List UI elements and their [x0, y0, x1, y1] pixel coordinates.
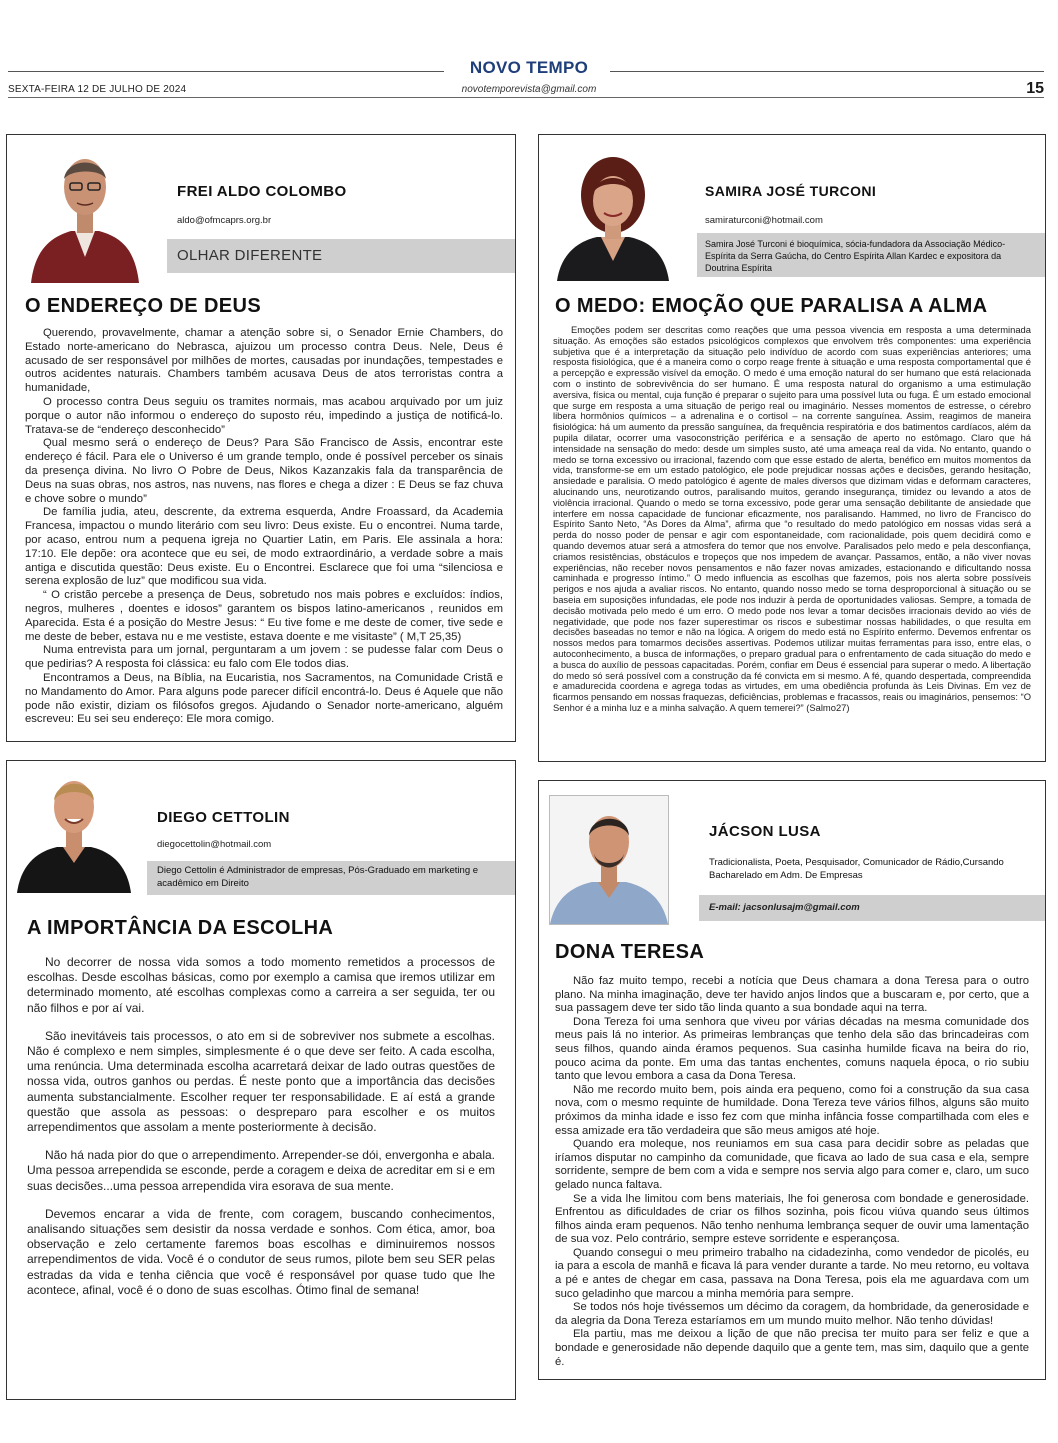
article-headline: DONA TERESA	[555, 941, 705, 963]
author-bio: Diego Cettolin é Administrador de empresas, Pós-Graduado em marketing e acadêmico em Direito	[157, 865, 479, 889]
paragraph: Quando consegui o meu primeiro trabalho na cidadezinha, como vendedor de picolés, eu ia para a escola de manhã e ficava lá para vender durante a tarde. No meu retorno, eu voltava a pé e antes de chegar em casa, passava na Dona Teresa, pois ela me aguardava com um suco geladinho que marcou a minha memória para sempre.	[555, 1246, 1029, 1300]
author-photo-jacson	[549, 795, 669, 925]
author-photo-diego	[17, 767, 131, 893]
paragraph: Se todos nós hoje tivéssemos um décimo da coragem, da hombridade, da generosidade e da alegria da Dona Tereza estaríamos em um mundo muito melhor. Não tenho dúvidas!	[555, 1301, 1029, 1327]
paragraph: Querendo, provavelmente, chamar a atenção sobre si, o Senador Ernie Chambers, do Estado norte-americano do Nebrasca, ajuizou um processo contra Deus. Nele, Deus é acusado de ser responsável por milhões de mortes, causadas por inundações, tempestades e outros acidentes naturais. Chambers também acusava Deus de atos terroristas contra a humanidade,	[25, 327, 503, 395]
paragraph: Ela partiu, mas me deixou a lição de que não precisa ter muito para ser feliz e que a bondade e generosidade não depende daquilo que a gente tem, mas sim, daquilo que a gente é.	[555, 1328, 1029, 1368]
article-importancia-da-escolha	[6, 760, 516, 1400]
paragraph: Se a vida lhe limitou com bens materiais, lhe foi generosa com bondade e generosidade. Enfrentou as dificuldades de criar os filhos sozinha, pois ficou viúva quando seus últimos filhos ainda eram pequenos. Não tenho nenhuma lembrança sequer de ouvir uma lamentação de sua voz. Pelo contrário, sempre esteve sorridente e esperançosa.	[555, 1192, 1029, 1246]
article-endereco-de-deus	[6, 134, 516, 742]
masthead	[0, 58, 1058, 78]
paragraph: Dona Tereza foi uma senhora que viveu por várias décadas na mesma comunidade dos meus pais lá no interior. As primeiras lembranças que tenho dela são das brincadeiras com seus filhos, quando ainda éramos pequenos. Sua casinha humilde ficava na beira do rio, pouco acima da ponte. Em uma das tantas enchentes, comuns naquela época, o rio subiu tanto que levou embora a casa da Dona Teresa.	[555, 1015, 1029, 1083]
author-email[interactable]: diegocettolin@hotmail.com	[157, 839, 272, 850]
paragraph: Encontramos a Deus, na Bíblia, na Eucaristia, nos Sacramentos, na Comunidade Cristã e no Mandamento do Amor. Para alguns pode parecer difícil encontrá-lo. Deus é Aquele que não pode não existir, diziam os filósofos gregos. Ajudando o Senador norte-americano, alguém escreveu: Eu sei seu endereço: Ele mora comigo.	[25, 671, 503, 726]
author-name: SAMIRA JOSÉ TURCONI	[705, 183, 877, 199]
article-body	[553, 325, 1031, 714]
author-email[interactable]: samiraturconi@hotmail.com	[705, 215, 823, 226]
paragraph: O processo contra Deus seguiu os tramites normais, mas acabou arquivado por um juiz porque o autor não informou o endereço do suposto réu, impedindo a justiça de notificá-lo. Tratava-se de “endereço desconhecido”	[25, 395, 503, 436]
masthead-title: NOVO TEMPO	[458, 58, 600, 77]
author-bio: Tradicionalista, Poeta, Pesquisador, Comunicador de Rádio,Cursando Bacharelado em Adm. De Empresas	[709, 857, 1004, 881]
article-dona-teresa	[538, 780, 1046, 1380]
article-headline: O ENDEREÇO DE DEUS	[25, 295, 262, 317]
paragraph: São inevitáveis tais processos, o ato em si de sobreviver nos submete a escolhas. Não é complexo e nem simples, simplesmente é o que deve ser feito. A cada escolha, uma renúncia. Uma determinada escolha acarretará deixar de lado outras questões de nossa vida, outros ganhos ou perdas. É neste ponto que a importância das decisões aumenta substancialmente. Escolher requer ter responsabilidade. E aí está a grande questão que assola as pessoas: o despreparo para escolher e os muitos arrependimentos que assolam a mente posteriormente à decisão.	[27, 1028, 495, 1135]
paragraph: No decorrer de nossa vida somos a todo momento remetidos a processos de escolhas. Desde escolhas básicas, como por exemplo a camisa que iremos utilizar em determinado momento, até escolhas complexas como a carreira a ser seguida, ter ou não filhos e por aí vai.	[27, 955, 495, 1015]
author-photo-aldo	[31, 139, 139, 283]
publication-email: novotemporevista@gmail.com	[461, 84, 597, 95]
paragraph: Não faz muito tempo, recebi a notícia que Deus chamara a dona Teresa para o outro plano. Na minha imaginação, deve ter havido anjos lindos que a buscaram e, por certo, que a sua passagem deve ter sido tão linda quanto a sua bondade aqui na terra.	[555, 975, 1029, 1015]
author-name: DIEGO CETTOLIN	[157, 809, 290, 826]
article-body	[27, 955, 495, 1298]
paragraph: De família judia, ateu, descrente, da extrema esquerda, Andre Froassard, da Academia Francesa, impactou o mundo literário com seu livro: Deus existe. Eu o encontrei. Numa tarde, por acaso, entrou num a pequena igreja no Quartier Latin, em Paris. Ele assinala a hora: 17:10. Ele depõe: ora acontece que eu sei, de modo extraordinário, a verdade sobre a mais antiga e discutida questão: Deus existe. Eu o Encontrei. Esclarece que foi uma “silenciosa e serena explosão de luz” que modificou sua vida.	[25, 506, 503, 588]
article-headline: O MEDO: EMOÇÃO QUE PARALISA A ALMA	[555, 295, 988, 317]
paragraph: Devemos encarar a vida de frente, com coragem, buscando conhecimentos, analisando situações sem desistir da nossa verdade e sonhos. Com ética, amor, boa observação e zelo certamente faremos boas escolhas e diminuiremos nossos arrependimentos de vida. Você é o condutor de seus rumos, pilote bem seu SER pelas estradas da vida e tenha ciência que você é responsável por quase tudo que lhe acontece, afinal, você é o dono de suas escolhas. Ótimo final de semana!	[27, 1206, 495, 1297]
article-body	[25, 327, 503, 727]
article-o-medo	[538, 134, 1046, 762]
header-rule	[8, 97, 1044, 98]
article-headline: A IMPORTÂNCIA DA ESCOLHA	[27, 917, 334, 939]
paragraph: Quando era moleque, nos reuniamos em sua casa para decidir sobre as peladas que iríamos disputar no campinho da comunidade, que ficava ao lado de sua casa e ela, sempre sorridente, sempre de bem com a vida e sempre nos servia algo para comer e, claro, um suco gelado nunca faltava.	[555, 1138, 1029, 1191]
author-photo-samira	[557, 149, 669, 281]
edition-date: SEXTA-FEIRA 12 DE JULHO DE 2024	[8, 84, 187, 95]
author-email[interactable]: E-mail: jacsonlusajm@gmail.com	[709, 902, 860, 913]
author-bio: Samira José Turconi é bioquímica, sócia-fundadora da Associação Médico-Espírita da Serra Gaúcha, do Centro Espírita Allan Kardec e expositora da Doutrina Espírita	[705, 239, 1006, 273]
paragraph: Não há nada pior do que o arrependimento. Arrepender-se dói, envergonha e abala. Uma pessoa arrependida se esconde, perde a coragem e deixa de acreditar em si e em suas decisões...uma pessoa arrependida vira esorava de sua mente.	[27, 1148, 495, 1193]
author-name: FREI ALDO COLOMBO	[177, 183, 347, 200]
paragraph: Emoções podem ser descritas como reações que uma pessoa vivencia em resposta a uma determinada situação. As emoções são estados psicológicos complexos que envolvem três componentes: uma experiência subjetiva que é a interpretação da situação pelo indivíduo de acordo com suas experiências anteriores; uma resposta fisiológica, que é a maneira como o corpo reage frente à situação e uma resposta comportamental que é a percepção e expressão visível da emoção. O medo é uma emoção natural do ser humano que está relacionada com o instinto de sobrevivência do ser humano. É uma resposta natural do organismo a uma estimulação aversiva, física ou mental, cuja função é preparar o sujeito para uma possível luta ou fuga. É um estado emocional que surge em resposta a uma situação de perigo real ou imaginário. Nesses momentos de estresse, o cérebro libera hormônios químicos – a adrenalina e o cortisol – na corrente sanguínea. Assim, reagimos de maneira fisiológica: há um aumento da pressão sanguínea, da frequência respiratória e dos batimentos cardíacos, além da pupila dilatar, ocorrer uma vasoconstrição periférica e a sensação de aperto no estômago. Claro que há intensidade na sensação do medo: desde um simples susto, até uma ameaça real da vida. No entanto, quando o medo se torna excessivo ou irracional, fazendo com que esse estado de alerta, benéfico em muitos momentos da vida, transforme-se em um estado patológico, ele pode prejudicar nossas ações e decisões, gerando hesitação, ansiedade e paralisia. O medo patológico é agente de males diversos que dizimam vidas e deformam caracteres, alucinando uns, neurotizando outros, paralisando muitos, gerando insegurança, timidez ou levando a atos de violência irracional. Quando o medo se torna excessivo, pode gerar uma sensação debilitante de ansiedade que interfere em nossa capacidade de funcionar eficazmente, nos paralisando. Hammed, no livro de Francisco do Espírito Santo Neto, “As Dores da Alma”, afirma que “o resultado do medo patológico em nossas vidas será a perda do nosso poder de pensar e agir com espontaneidade, com racionalidade, pois quem decidirá como e quando devemos atuar será a atmosfera do temor que nos envolve. Paralisados pelo medo e pela desconfiança, criamos resistências, obstáculos e tropeços que nos impedem de avançar. Passamos, então, a não viver novas experiências, não receber novos pensamentos e não fazer novas amizades, estacionando e dificultando nossa caminhada e progresso íntimo.” O medo influencia as escolhas que fazemos, pois nos alerta sobre possíveis perigos e nos ajuda a avaliar riscos. No entanto, quando nosso medo se torna desproporcional à situação ou se baseia em suposições infundadas, ele pode nos induzir à perda de oportunidades valiosas. Sempre, a tomada de decisão motivada pelo medo é um erro. O medo pode nos levar a tomar decisões irracionais devido ao viés de negatividade, que pode nos fazer superestimar os riscos e subestimar nossas habilidades, o que resulta em decisões baseadas no temor e não na lógica. A origem do medo está no Espírito enfermo. Devemos enfrentar os nossos medos para tomarmos decisões assertivas. Podemos utilizar muitas ferramentas para isso, entre elas, o autoconhecimento, a busca de informações, o preparo gradual para o enfrentamento de cada situação do medo e a busca do auxílio de pessoas capacitadas. Porém, confiar em Deus é essencial para superar o medo. A libertação do medo só será possível com a construção da fé convicta em si mesmo. A fé, quando despertada, compreendida e amadurecida coordena e agrega todas as virtudes, em uma obediência profunda às Leis Divinas. Em vez de ficarmos pensando em nossas fraquezas, deficiências, problemas e fracassos, reais ou imaginários, pensemos: “O Senhor é a minha luz e a minha salvação. A quem temerei?” (Salmo27)	[553, 324, 1031, 713]
author-email[interactable]: aldo@ofmcaprs.org.br	[177, 215, 272, 226]
paragraph: Numa entrevista para um jornal, perguntaram a um jovem : se pudesse falar com Deus o que pedirias? A resposta foi clássica: eu falo com Ele todos dias.	[25, 644, 503, 671]
page-number: 15	[1026, 80, 1044, 97]
paragraph: “ O cristão percebe a presença de Deus, sobretudo nos mais pobres e excluídos: índios, negros, mulheres , doentes e idosos” garantem os bispos latino-americanos , reunidos em Aparecida. Esta é a posição do Mestre Jesus: “ Eu tive fome e me deste de comer, tive sede e me deste de beber, estava nu e me vestiste, estava doente e me visitaste” ( M,T 25,35)	[25, 589, 503, 643]
author-name: JÁCSON LUSA	[709, 823, 821, 840]
section-label: OLHAR DIFERENTE	[177, 247, 323, 264]
paragraph: Não me recordo muito bem, pois ainda era pequeno, como foi a construção da sua casa nova, com o mesmo requinte de humildade. Dona Tereza teve vários filhos, alguns são muito próximos da minha idade e isso fez com que minha infância fosse compartilhada com eles e essa amizade era tão verdadeira que são meus amigos até hoje.	[555, 1083, 1029, 1137]
paragraph: Qual mesmo será o endereço de Deus? Para São Francisco de Assis, encontrar este endereço é fácil. Para ele o Universo é um grande templo, onde é possível perceber os sinais da presença divina. No livro O Pobre de Deus, Nikos Kazanzakis fala da transparência de Deus na suas obras, nos astros, nas nuvens, nas flores e chega a dizer : E Deus se faz chuva e chove sobre o mundo”	[25, 437, 503, 505]
article-body	[555, 975, 1029, 1369]
